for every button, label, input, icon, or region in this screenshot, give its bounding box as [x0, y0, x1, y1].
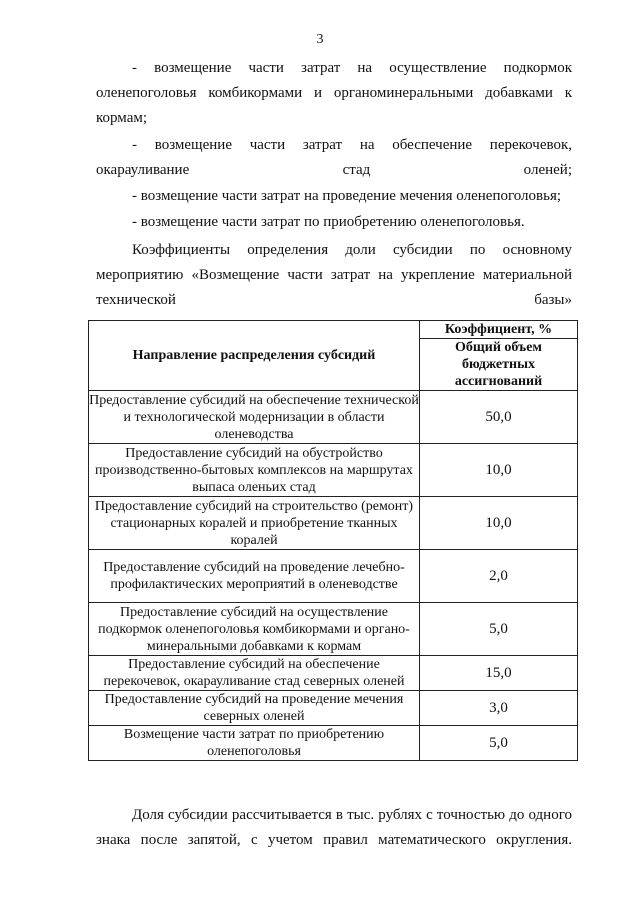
row-value: 15,0	[420, 656, 578, 691]
row-direction: Предоставление субсидий на обустройство производственно-бытовых комплексов на маршрутах выпаса оленьих стад	[89, 444, 420, 497]
header-volume: Общий объем бюджетных ассигнований	[420, 339, 578, 391]
row-value: 2,0	[420, 550, 578, 603]
table-header-row	[89, 321, 578, 339]
row-value: 10,0	[420, 444, 578, 497]
bullet-migration: - возмещение части затрат на обеспечение перекочевок, окарауливание стад оленей;	[96, 137, 572, 178]
table-row	[89, 497, 578, 550]
row-direction: Предоставление субсидий на осуществление подкормок оленепоголовья комбикормами и органо-минеральными добавками к кормам	[89, 603, 420, 656]
table-row	[89, 444, 578, 497]
row-direction: Предоставление субсидий на обеспечение перекочевок, окарауливание стад северных оленей	[89, 656, 420, 691]
table-row	[89, 691, 578, 726]
page-number: 3	[316, 32, 324, 47]
table-row	[89, 726, 578, 761]
row-direction: Предоставление субсидий на проведение мечения северных оленей	[89, 691, 420, 726]
header-coefficient: Коэффициент, %	[420, 321, 578, 339]
bullet-feeding: - возмещение части затрат на осуществление подкормок оленепоголовья комбикормами и органоминеральными добавками к кормам;	[96, 60, 572, 126]
row-value: 3,0	[420, 691, 578, 726]
row-direction: Предоставление субсидий на строительство (ремонт) стационарных коралей и приобретение тканных коралей	[89, 497, 420, 550]
table-row	[89, 656, 578, 691]
rounding-note: Доля субсидии рассчитывается в тыс. рублях с точностью до одного знака после запятой, с учетом правил математического округления.	[96, 807, 572, 848]
row-value: 5,0	[420, 603, 578, 656]
table-row	[89, 391, 578, 444]
row-direction: Предоставление субсидий на обеспечение технической и технологической модернизации в области оленеводства	[89, 392, 419, 442]
bullet-purchase: - возмещение части затрат по приобретению оленепоголовья.	[132, 214, 525, 230]
table-row	[89, 603, 578, 656]
row-direction: Предоставление субсидий на проведение лечебно-профилактических мероприятий в оленеводстве	[89, 550, 420, 603]
table-row	[89, 550, 578, 603]
row-direction: Возмещение части затрат по приобретению оленепоголовья	[89, 726, 420, 761]
table-intro: Коэффициенты определения доли субсидии по основному мероприятию «Возмещение части затрат на укрепление материальной технической базы»	[96, 242, 572, 308]
bullet-marking: - возмещение части затрат на проведение мечения оленепоголовья;	[132, 188, 562, 204]
row-value: 5,0	[420, 726, 578, 761]
header-direction: Направление распределения субсидий	[89, 321, 420, 391]
row-value: 50,0	[420, 391, 578, 444]
row-value: 10,0	[420, 497, 578, 550]
subsidy-coefficient-table	[88, 320, 578, 761]
